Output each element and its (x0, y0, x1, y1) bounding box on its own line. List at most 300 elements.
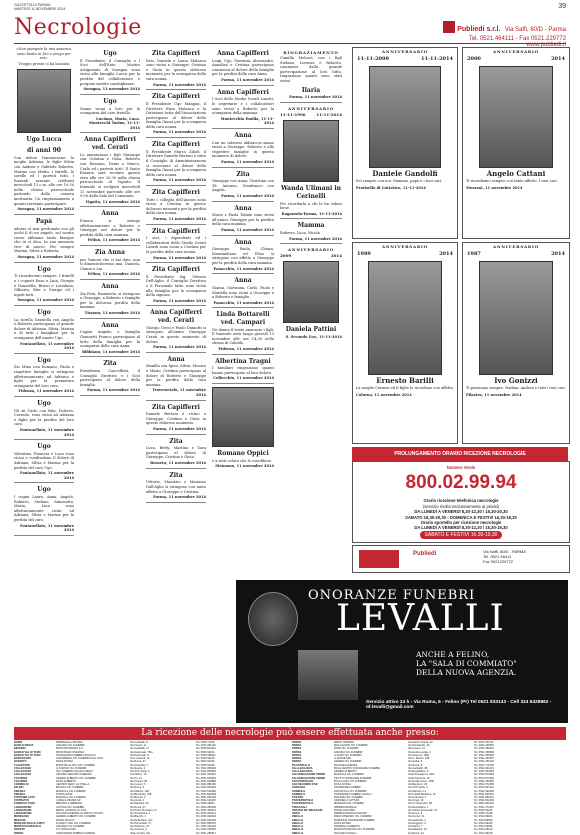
agency-town: LANGHIRANO (14, 808, 32, 812)
agency-phone: Tel. 0525.39003 (196, 802, 215, 806)
obituary-sign: Parma, 11 novembre 2014 (153, 216, 206, 221)
agency-phone: Tel. 0521.896176 (196, 821, 216, 825)
agency-address: Via Emilio Lepido, 2 (408, 750, 431, 754)
obituary-name: Zita (103, 360, 117, 368)
agency-name: ON. FUNEBRI COLLECCHIESI (56, 770, 93, 774)
divider (212, 273, 274, 274)
agency-row (292, 832, 566, 835)
agency-name: ROLANDI AGENZIA & LIDRISI OTTAVIO (56, 812, 104, 816)
obituary-sign: Parma, 11 novembre 2014 (221, 193, 274, 198)
mamma-name: Mamma (297, 222, 325, 230)
agency-town: VARANO DE' MELEGARI (292, 808, 323, 812)
agency-town: ZIBELLO (292, 828, 304, 832)
numero-verde-label: Numero Verde (446, 465, 476, 470)
obituary-text: Gianni, Giovanna, Carlo, Paolo e Mariella sono vicini a Giuseppe e a Roberto e famiglie. (212, 285, 274, 300)
agency-town: ZIBELLO (292, 821, 304, 825)
obituary-sign: Vigatto, 11 novembre 2014 (85, 199, 140, 204)
publied-phones: Tel. 0521.464111 - Fax 0521.229772 (468, 36, 566, 42)
agency-name: PORTA ALTRI (56, 792, 73, 796)
agency-phone: Tel. 0521.286610 (474, 747, 494, 751)
obituary-text: Manilla con Igino, Silvia, Monica e Mario, Cristina partecipano al dolore di Roberto e Giuseppe per la perdita della cara mamma. (146, 364, 206, 387)
agency-phone: Tel. 0521.805316 (196, 766, 216, 770)
portrait-photo (369, 66, 441, 168)
obituary-name: Albertina Tragni (215, 357, 271, 365)
obituary-sign: Collecchio, 11 novembre 2014 (213, 376, 274, 381)
obituary-sign: Bibbiano, 11 novembre 2014 (81, 349, 140, 354)
agency-phone: Tel. 0521.692296 (474, 789, 494, 793)
anniversary-caption: ANNIVERSARIO (492, 49, 540, 54)
obituary-text: Lo annunciano i figli Giuseppe con Cristina e Gioia, Roberto con Rossana, Denis e Marco, Carla ed i parenti tutti. Il Santo Rosario sarà recitato questa sera alle ore 20.30 nella chiesa parrocchiale di Vigatto. Il funerale si svolgerà mercoledì 12 novembre partendo alle ore 9.00 dalla Sala del Commiato. (80, 152, 140, 199)
agency-address: Via Roma, 24 (408, 831, 424, 835)
agencies-title: La ricezione delle necrologie può essere effettuata anche presso: (14, 727, 566, 740)
agency-town: FIDENZA (14, 789, 26, 793)
agency-row (14, 832, 288, 835)
obituary-sign: Parma, 11 novembre 2014 (87, 388, 140, 393)
agency-town: ZIBELLO (292, 818, 304, 822)
publied-strip-logo-icon (359, 550, 399, 568)
agency-phone: Tel. 0521.256665 (474, 750, 494, 754)
obituary-text: I Soci dello Studio Cerati Lauriti, le segretarie e i collaboratori sono vicini a Roberto per la scomparsa della mamma. (212, 97, 274, 116)
agency-town: SORBOLO (292, 792, 306, 796)
agency-name: SIMONELLI CATTANI (334, 799, 360, 803)
agency-phone: Tel. 0521.305316 (196, 773, 216, 777)
obituary-name: Papà (35, 217, 53, 225)
obituary-text: La sorella Graziella con Angelo e Roberto partecipano al grande dolore di Adriana, Silvia, Marina e di tutti i famigliari per la scomparsa dell'amato Ugo. (14, 317, 74, 340)
obituary-text: adesso sì mai perdonata con gli occhi il di un angelo, sul nostro cuore abbiamo tanto bisogno che tu ci dica. In sua memoria vive di nuovo. Per sempre Marina, Silvia e Roberta. (14, 226, 74, 254)
agency-name: BOLA CENTRO ONORANZE FUNEBRI (334, 766, 380, 770)
agency-address: Via Azzali, 1 (130, 799, 145, 803)
divider (146, 224, 206, 225)
agency-town: CALESTANO (14, 763, 30, 767)
obituary-name: Romano Oppici (217, 450, 269, 458)
agency-name: ANTARREDO ON. FUNEBRI GALLUCCI (56, 757, 104, 761)
obituary-name: Ugo Lucca (26, 136, 62, 144)
obituary-name: Zia Anna (95, 248, 125, 256)
divider (146, 305, 206, 306)
agency-phone: Tel. 0521.863441 (196, 812, 216, 816)
agency-name: ANCORA ON. FUNEBRI (56, 825, 85, 829)
divider (146, 468, 206, 469)
obituary-name: Anna (101, 283, 119, 291)
agency-town: BUSSETO (14, 760, 27, 764)
anniversary-sign: Mezzani, 11 novembre 2014 (466, 185, 523, 190)
service-pill: SABATO E FESTIVI 16,30-19,30 (420, 531, 503, 540)
obituary-name: Zita Capifferri (152, 266, 200, 274)
agency-address: Via Garibaldi, 38 (408, 766, 428, 770)
divider (212, 354, 274, 355)
service-line-6: DA LUNEDÌ A VENERDÌ 8,30-12,30 / 15,30-19,30 (414, 525, 508, 531)
agency-name: BOLA SANTE ON. FUNEBRI (334, 744, 368, 748)
anniversary-box (352, 242, 458, 444)
obituary-text: Gli zii Carlo con Rita, Dolores, Corrado, sono vicini ad Adriana e figlie per la perdita del loro caro. (14, 408, 74, 427)
mamma-sign: Roberto, Luca, Nicola (280, 230, 320, 235)
agency-town: TRAVERSETOLO (292, 802, 314, 806)
obituary-name: Ugo (37, 399, 51, 407)
obituary-name: Anna Capifferri ved. Cerati (84, 136, 136, 152)
divider (80, 356, 140, 357)
anniversary-sign: Pilastro, 11 novembre 2014 (466, 392, 522, 397)
agency-address: Via Marconi, 11 (408, 789, 426, 793)
agency-name: ROSA ALBERTO (56, 779, 76, 783)
agency-address: Via Ferrari, 31 (408, 815, 425, 819)
obituary-text: Valentino, Pinuccia e Luca sono vicini e condividono il dolore di Adriana, Silvia e Marina per la perdita del caro Ugo. (14, 451, 74, 470)
agency-name: IMPRESA BORGHI (334, 805, 357, 809)
agency-name: ONORANZE FUNEBRI FROGGIO (56, 753, 96, 757)
obituary-name: Anna (234, 204, 252, 212)
agency-name: CATTANI ON. FUNEBRI (56, 805, 85, 809)
anniversary-dates: 1987 2014 (467, 250, 565, 257)
obituary-name: Ugo (37, 443, 51, 451)
agency-address: Via Ferrari, 11 (130, 744, 147, 748)
numero-verde-number[interactable]: 800.02.99.94 (405, 472, 517, 494)
agency-phone: Tel. 0525.99234 (196, 750, 215, 754)
obituary-sign: Fontanellato, 11 novembre 2014 (19, 341, 74, 351)
agency-town: PARMA (292, 747, 302, 751)
obituary-text: Cugini Angiolo e famiglia Giannetti Franco partecipano al lutto della famiglia per la scomparsa della cara Anna. (80, 330, 140, 349)
agency-phone: Tel. 0524.92240 (196, 760, 215, 764)
agency-name: ROLANDI ON. FUNEBRI (334, 795, 363, 799)
agency-name: IL SORISO ON. FUNEBRI (56, 766, 87, 770)
obituary-text: Mario e Paola Tolmie sono vicini all'amico Giuseppe per la perdita della cara mamma. (212, 213, 274, 227)
service-line-1: Orario ricezione telefonica necrologie (423, 498, 499, 504)
agency-address: Via Emilia Ovest, 15/B (408, 779, 434, 783)
agency-name: GEDENI ON. FUNEBRI (334, 760, 362, 764)
agency-phone: Tel. 0524.573060 (474, 773, 494, 777)
divider (146, 352, 206, 353)
obituary-sign: Parma, 11 novembre 2014 (153, 495, 206, 500)
agency-phone: Tel. 0521.815660 (196, 776, 216, 780)
obituary-text: Luigi, Ugo, Giovanni, Alessandro, Annalisa e Cristina partecipano commossi al dolore della famiglia per la perdita della cara Anna. (212, 58, 274, 77)
obituary-sign: Fontanellato, 11 novembre 2014 (19, 523, 74, 533)
agency-phone: Tel. 0521.257057 (474, 757, 494, 761)
obituary-name: Anna Capifferri (217, 88, 269, 96)
quote-sub: Troppo presto ci ha lasciato (18, 61, 70, 66)
obituary-sign: Tizzano, 11 novembre 2014 (84, 311, 140, 316)
anniversary-box (462, 47, 570, 239)
ad-title-2: LEVALLI (336, 598, 505, 639)
agency-name: MONTANI MAURO & C. (56, 747, 84, 751)
obituary-sign: Felino, 11 novembre 2014 (87, 238, 140, 243)
agency-address: Via Matteotti, 15 (408, 828, 427, 832)
anniversary-caption: ANNIVERSARIO (287, 105, 335, 111)
obituary-column-1 (14, 47, 74, 607)
agency-phone: Tel. 0521.805040 (196, 770, 216, 774)
agency-town: BEDONIA (14, 747, 26, 751)
anniversary-box (462, 242, 570, 444)
agency-name: ROSSI GIACOMO (334, 808, 356, 812)
agency-address: Via Roma, 37 (130, 805, 146, 809)
agency-name: PERREGALLI MAURO (56, 741, 83, 744)
anniversary-caption: ANNIVERSARIO (287, 247, 335, 253)
obituary-sign: Parma, 11 novembre 2014 (153, 345, 206, 350)
agency-town: MONTECHIARUGOLO (14, 825, 42, 829)
agencies-list (14, 741, 566, 835)
obituary-name: Ugo (37, 486, 51, 494)
obituary-sign: Parma, 11 novembre 2014 (221, 159, 274, 164)
agency-phone: Tel. 0521.833553 (474, 770, 494, 774)
anniversary-sign: Pratisello di Gattatico, 11-11-2014 (356, 185, 426, 190)
agency-town: VARSI (292, 812, 300, 816)
agencies-column-right (292, 741, 566, 835)
divider (14, 482, 74, 483)
agency-address: Via Bergonzi, 29 (408, 783, 427, 787)
obituary-name: Anna (234, 131, 252, 139)
agency-address: Via Gramsci, 2 (130, 828, 147, 832)
anniversary-caption: ANNIVERSARIO (381, 244, 429, 249)
agency-phone: Tel. 0525.824116 (196, 747, 216, 751)
agency-town: COLORNO (14, 776, 28, 780)
obituary-name: Ugo (103, 50, 117, 57)
agency-name: BOLLA LIDO ON. FUNEBRI (334, 779, 367, 783)
anniversary-dates: 2009 2014 (280, 253, 342, 259)
obituary-sign: Soragna, 11 novembre 2014 (83, 87, 140, 92)
obituary-text: Siamo vicini a loro per la scomparsa del caro fratello. (80, 106, 140, 116)
agency-name: MAZZOLA ON. FUNEBRI (56, 789, 86, 793)
obituary-text: Vittorio, Maurizio e Massimo Dall'Aglio si stringono con tanto affetto a Giuseppe e Cristina. (146, 480, 206, 494)
agency-phone: Tel. 0521.681146 (196, 744, 216, 748)
obituary-name: Linda Bottarelli ved. Campari (216, 311, 270, 326)
agency-phone: Tel. 0521.842166 (474, 799, 494, 803)
portrait-photo (17, 69, 71, 133)
divider (212, 383, 274, 384)
agency-phone: Tel. 0525.53206 (474, 808, 493, 812)
portrait-photo (283, 120, 339, 182)
obituary-name: Anna Capifferri (217, 50, 269, 57)
divider (80, 94, 140, 95)
obituary-sign: Parma, 11 novembre 2014 (153, 298, 206, 303)
agencies-column-left (14, 741, 288, 835)
divider (212, 128, 274, 129)
obituary-name: Ugo (37, 356, 51, 364)
agency-town: PARMA (292, 741, 302, 744)
anniversary-box (352, 47, 458, 239)
agency-name: ROSA ROSSA (334, 821, 352, 825)
agency-town: PARMA (292, 750, 302, 754)
agency-name: IL LEONE SRL (334, 757, 352, 761)
publied-web: www.publiedi.it (526, 42, 566, 48)
agency-address: Via Repubblica, 5 (408, 770, 429, 774)
obituary-sign: Parma, 11 novembre 2014 (153, 82, 206, 87)
agency-name: CIANE E IMANDI GP (56, 799, 81, 803)
strip-contact: Via Saffi, 80/D - PARMA Tel. 0521.46411 Fax 0521229772 (483, 549, 526, 565)
agency-town: PARMA (292, 753, 302, 757)
agency-town: BORGO VAL DI TARO (14, 750, 41, 754)
agency-address: Via Nazionale, 6 (130, 753, 149, 757)
publied-address: Via Saffi, 80/D - Parma (504, 27, 566, 33)
agency-town: TIZZANO (292, 795, 304, 799)
agency-town: ZIBELLO (292, 815, 304, 819)
divider (14, 396, 74, 397)
service-line-4: SABATO 16,30-20,30 - DOMENICA E FESTIVI 16,30-19,30 (405, 514, 517, 520)
divider (14, 262, 74, 263)
agency-town: FELINO (14, 786, 24, 790)
obituary-name: Zita Capifferri (152, 141, 200, 149)
anniversary-text: Ti pensiamo sempre. Nadina, Andrea e tutti i tuoi cari. (466, 386, 566, 391)
obituary-text: Il Presidente Ugo Mangini, il Direttore Enzo Malanca e la Direzione tutta dell'Associazione partecipano al dolore della famiglia Gnoni per la scomparsa della cara nonna. (146, 101, 206, 129)
agency-address: Via Molino, 15 (130, 773, 147, 777)
obituary-text: Il Presidente Marco Zilioli, il Direttore Daniele Bertoni e tutto il Consiglio di Amministrazione si associano al dolore della famiglia Gnoni per la scomparsa della cara nonna. (146, 149, 206, 177)
agency-address: Via Della Pace, 6/C (130, 818, 153, 822)
mamma-place: Parma, 11 novembre 2014 (289, 236, 342, 241)
anniversary-dates: 11-11-2009 11-11-2014 (357, 55, 453, 62)
obituary-column-3 (146, 47, 206, 607)
obituary-name: Anna (101, 321, 119, 329)
agency-phone: Tel. 0524.532668 (196, 792, 216, 796)
agency-name: BARILI SANDRO (334, 741, 355, 744)
divider (146, 262, 206, 263)
agency-phone: Tel. 0521.695110 (474, 792, 494, 796)
agency-phone: Tel. 0521.833143 (196, 786, 216, 790)
agency-name: ANCORA ON. FUNEBRI (334, 750, 363, 754)
agency-phone: Tel. 0521.354014 (196, 808, 216, 812)
agency-town: ZIBELLO (292, 825, 304, 829)
agency-phone: Tel. 0524.99225 (474, 821, 493, 825)
agency-phone: Tel. 0525.968311 (196, 753, 216, 757)
agency-town: BASILICANOVA (14, 744, 34, 748)
obituary-name: Anna Capifferri ved. Cerati (150, 309, 202, 325)
obituary-column-2 (80, 47, 140, 607)
agency-name: O.F. BONACCINI (56, 828, 76, 832)
agency-name: MAZZOLA ON. FUNEBRI (56, 795, 86, 799)
page-number: 39 (558, 3, 566, 10)
anniversary-name: Daniela Pattini (285, 326, 337, 334)
obituary-sign: Fidenza, 11 novembre 2014 (18, 389, 74, 394)
obituary-text: Daniele Bertoni è vicino a Giuseppe, Cristina e Gioia in questo doloroso momento. (146, 412, 206, 426)
anniversary-caption: ANNIVERSARIO (381, 49, 429, 54)
obituary-sign: Parma, 11 novembre 2014 (221, 78, 274, 83)
agency-name: PILOTTI ONORANZE FUNEBRI (334, 776, 372, 780)
publied-name: Publiedi s.r.l. (457, 26, 501, 33)
divider (146, 502, 206, 503)
obituary-column-5 (280, 47, 342, 577)
agency-town: LANGHIRANO (14, 805, 32, 809)
agency-address: Via Roma, 27 (130, 760, 146, 764)
obituary-sign: Montecchio Emilia, 11-11-2014 (220, 116, 274, 126)
obituary-sign: Parma, 11 novembre 2014 (153, 427, 206, 431)
agency-phone: Tel. 0521.611108 (196, 799, 216, 803)
ringraziamento-text: Camilla Molossi, con i figli Stefano, Lorenzo e Roberto, commossi dalla grande partecipazione al loro lutto, ringraziano quanti sono stati vicini. (280, 56, 342, 84)
anniversary-name: Ernesto Barilli (376, 375, 434, 385)
divider (146, 137, 206, 138)
agency-address: Via Montebello, 29 (408, 744, 430, 748)
obituary-name: Anna (234, 238, 252, 246)
agency-phone: Tel. 0521.241711 (474, 741, 494, 744)
obituary-sign: Soragna, 11 novembre 2014 (17, 207, 74, 212)
agency-name: GEDENI ALBERTO (334, 770, 357, 774)
anniversary-dates: 11-11-1996 11-11-2014 (280, 112, 342, 118)
obituary-text: Zia Fera, Emanuela, si stringono a Giuseppe, a Roberto e famiglie per la dolorosa perdita della mamma. (80, 291, 140, 310)
agency-town: FIDENZA (14, 792, 26, 796)
agency-town: MONCHIO DELLE CORTI (14, 821, 45, 825)
agency-name: ROSSI ROCCO (56, 818, 75, 822)
agency-town: SALSOMAGGIORE TERME (292, 773, 326, 777)
agency-phone: Tel. 0521.842215 (474, 802, 494, 806)
agency-phone: Tel. 0521.900000 (474, 753, 494, 757)
obituary-name: Zita Capifferri (152, 188, 200, 196)
divider (146, 89, 206, 90)
anniversary-caption: ANNIVERSARIO (492, 244, 540, 249)
divider (80, 318, 140, 319)
paper-name: GAZZETTA DI PARMA (14, 3, 51, 7)
agency-address: Via Ghirardini, 7 (130, 763, 149, 767)
agency-name: MARASINI MAURO ON. FUNEBRI (334, 828, 375, 832)
obituary-sign: Traversetolo, 11 novembre 2014 (152, 388, 206, 397)
ringraziamento-header: RINGRAZIAMENTO (283, 50, 339, 55)
agency-name: GEDENI ALBERTO ON. FUNEBRI (56, 815, 96, 819)
agency-town: FONTEVIVO (14, 799, 29, 803)
divider (14, 439, 74, 440)
agency-address: Via Garibaldi, 8 (130, 741, 148, 744)
agency-address: Via Solferino, 47 (130, 825, 149, 829)
agency-phone: Tel. 0524.99066 (474, 825, 493, 829)
anniversary-dates: 2000 2014 (467, 55, 565, 62)
agency-name: ONORANZE FUNEBRI CAVALLI (334, 792, 372, 796)
agency-address: Via Nazionale, 76/A (130, 750, 153, 754)
divider (14, 214, 74, 215)
obituary-text: Con dolore l'annunciano: la moglie Adriana, le figlie Silvia con Andrea e Gabriele Roberta, Marina con Mirko, i fratelli, le sorelle ed i parenti tutti. I funerali saranno celebrati mercoledì 12 c.m. alle ore 10.30 nella chiesa parrocchiale partendo dalla camera mortuaria. Un ringraziamento a quanti vorranno partecipare. (14, 155, 74, 206)
obituary-sign: Fidenza, 11 novembre 2014 (218, 347, 274, 352)
publied-contact (443, 18, 566, 48)
agency-name: ROSA ROSSA (334, 783, 352, 787)
agency-name: BOCCHI ON. FUNEBRI (56, 786, 84, 790)
obituary-sign: Parma, 11 novembre 2014 (221, 228, 274, 233)
agency-phone: Tel. 0521.651004 (196, 825, 216, 829)
agency-address: Via Garibaldi, 17 (130, 747, 150, 751)
agency-phone: Tel. 0525.71315 (196, 741, 215, 744)
agency-address: Via Marini, 7 (408, 825, 423, 829)
agency-phone: Tel. 0524.573490 (474, 776, 494, 780)
service-line-2: (servizio rivolto esclusivamente ai privati) (422, 503, 500, 509)
obituary-text: Giuseppe con Anna, Christian con 18. Antonio, Gianfranco con Angela. (212, 179, 274, 193)
agency-name: IMPRESA BORGHI MAURO (334, 812, 367, 816)
agency-name: ONORANZE FUNEBRI (334, 786, 361, 790)
agency-address: Via Spezia, 3 (130, 766, 146, 770)
agency-phone: Tel. 0524.99060 (474, 818, 493, 822)
agency-phone: Tel. 0521.860121 (474, 795, 494, 799)
obituary-name: Zita (236, 170, 250, 178)
agency-address: Via XXV Aprile, 6 (408, 786, 428, 790)
agency-phone: Tel. 0521.821000 (196, 795, 216, 799)
agency-address: Via IV Novembre, 68 (408, 802, 432, 806)
obituary-name: Anna (167, 355, 185, 363)
obituary-text: Ti ricorderemo sempre. I fratelli e i cognati Enzo e Lina, Giorgio e Donatella, Bruno e Loredana, Gilberto, Rita e Giorgio ed i nipoti tutti. (14, 274, 74, 297)
portrait-photo (368, 261, 442, 375)
anniversary-name: Wanda Ulimani in Cerinelli (280, 185, 342, 200)
agency-name: CENTRO SERVIZI FUNERARI (56, 773, 92, 777)
agency-town: SORAGNA (292, 786, 306, 790)
agency-town: COLORNO (14, 779, 28, 783)
agency-town: NOCETO (14, 828, 26, 832)
ringraziamento-name: Ilaria (301, 86, 321, 94)
agency-name: IDANI ON. FUNEBRI (334, 747, 359, 751)
agency-town: PARMA (292, 760, 302, 764)
anniversary-text: Sei sempre con noi. Mamma, papà e i tuoi cari. (356, 179, 443, 184)
divider (212, 307, 274, 308)
divider (80, 245, 140, 246)
obituary-sign: Sivizzano, 11 novembre 2014 (215, 464, 274, 469)
agency-address: Via XXV Aprile, 9 (130, 770, 150, 774)
agency-town: MEDESANO (14, 815, 29, 819)
divider (212, 85, 274, 86)
portrait-photo (479, 66, 553, 168)
agency-name: BARILI GIORGIO & LUCA (56, 808, 87, 812)
agency-address: Via Roma, 6 (130, 786, 145, 790)
agency-address: Via Cavour, 38 (130, 779, 147, 783)
obituary-sign: Luciano, Maria, Luca. Montecchi Torino, 11-11-2014 (89, 116, 140, 130)
agency-name: MARASINI ON. FUNEBRI (334, 802, 364, 806)
obituary-text: I soci, i dipendenti ed i collaboratori dello Studio Cerati Lauriti sono vicini a Cristina per la perdita della cara nonna. (146, 236, 206, 254)
agency-address: Via Fratelli Bandiera, 10 (408, 792, 436, 796)
